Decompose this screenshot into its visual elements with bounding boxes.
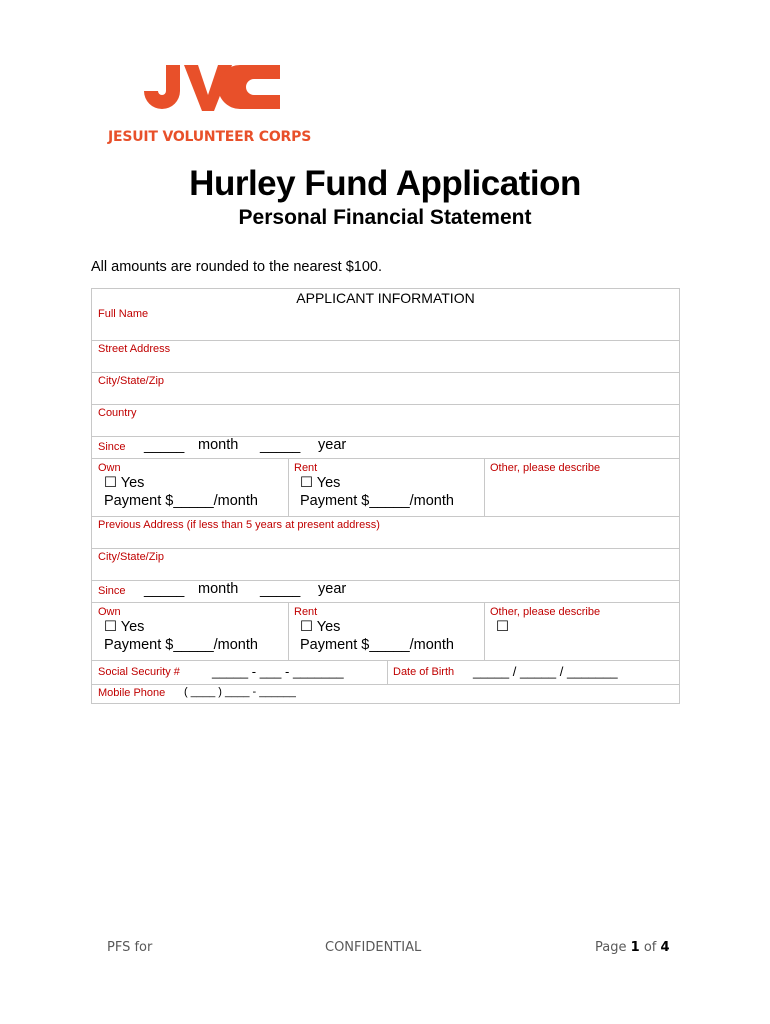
country-row[interactable]	[92, 405, 679, 437]
rent-payment[interactable]: Payment $_____/month	[300, 493, 454, 509]
since-month-label: month	[198, 437, 239, 453]
since-year-label: year	[318, 437, 347, 453]
checkbox-icon[interactable]: ☐	[104, 619, 117, 635]
housing-row	[92, 459, 679, 517]
ssn-input[interactable]: _____ - ___ - _______	[212, 664, 344, 679]
own-payment[interactable]: Payment $_____/month	[104, 493, 258, 509]
since-month-blank[interactable]: _____	[144, 438, 185, 454]
full-name-row[interactable]	[92, 289, 679, 341]
previous-own-payment[interactable]: Payment $_____/month	[104, 637, 258, 653]
previous-rent-label: Rent	[294, 606, 318, 618]
since-year-blank[interactable]: _____	[260, 438, 301, 454]
own-yes-label: Yes	[120, 475, 145, 491]
previous-since-row	[92, 581, 679, 603]
street-address-row[interactable]	[92, 341, 679, 373]
page-current: 1	[630, 940, 640, 955]
checkbox-icon[interactable]: ☐	[300, 475, 313, 491]
previous-address-row[interactable]	[92, 517, 679, 549]
street-address-label: Street Address	[98, 343, 171, 355]
dob-label: Date of Birth	[393, 666, 455, 678]
own-yes-checkbox[interactable]	[104, 475, 144, 491]
mobile-phone-row	[92, 685, 679, 703]
previous-own-yes-checkbox[interactable]	[104, 619, 144, 635]
since-label: Since	[98, 441, 126, 453]
previous-rent-yes-label: Yes	[316, 619, 341, 635]
logo-wordmark: JESUIT VOLUNTEER CORPS	[108, 129, 312, 145]
rent-label: Rent	[294, 462, 318, 474]
previous-city-label: City/State/Zip	[98, 551, 165, 563]
previous-own-label: Own	[98, 606, 121, 618]
previous-rent-yes-checkbox[interactable]	[300, 619, 340, 635]
mobile-phone-input[interactable]: ( ____ ) ____ - ______	[184, 686, 296, 698]
city-state-zip-label: City/State/Zip	[98, 375, 165, 387]
previous-other-checkbox[interactable]: ☐	[496, 619, 509, 635]
page-title: Hurley Fund Application	[189, 164, 581, 203]
previous-rent-payment[interactable]: Payment $_____/month	[300, 637, 454, 653]
ssn-dob-row	[92, 661, 679, 685]
previous-since-month-label: month	[198, 581, 239, 597]
country-label: Country	[98, 407, 137, 419]
full-name-label: Full Name	[98, 308, 149, 320]
applicant-information-form	[91, 288, 680, 704]
previous-since-year-label: year	[318, 581, 347, 597]
rounding-note: All amounts are rounded to the nearest $100.	[91, 259, 382, 275]
page-subtitle: Personal Financial Statement	[238, 206, 532, 229]
dob-input[interactable]: _____ / _____ / _______	[473, 664, 618, 679]
footer-left: PFS for	[107, 940, 153, 955]
rent-yes-label: Yes	[316, 475, 341, 491]
page-word: Page	[595, 940, 627, 955]
rent-yes-checkbox[interactable]	[300, 475, 340, 491]
jvc-logo	[108, 63, 318, 149]
previous-other-describe-label: Other, please describe	[490, 606, 601, 618]
previous-address-label: Previous Address (if less than 5 years at present address)	[98, 519, 380, 531]
footer-page-number	[595, 940, 670, 955]
since-row	[92, 437, 679, 459]
previous-own-yes-label: Yes	[120, 619, 145, 635]
checkbox-icon[interactable]: ☐	[300, 619, 313, 635]
section-title: APPLICANT INFORMATION	[296, 290, 475, 306]
previous-city-row[interactable]	[92, 549, 679, 581]
page-total: 4	[660, 940, 670, 955]
mobile-phone-label: Mobile Phone	[98, 687, 166, 699]
jvc-logo-mark-icon	[144, 63, 282, 115]
previous-since-year-blank[interactable]: _____	[260, 582, 301, 598]
own-label: Own	[98, 462, 121, 474]
previous-housing-row	[92, 603, 679, 661]
ssn-label: Social Security #	[98, 666, 180, 678]
of-word: of	[643, 940, 657, 955]
previous-since-month-blank[interactable]: _____	[144, 582, 185, 598]
checkbox-icon[interactable]: ☐	[104, 475, 117, 491]
other-describe-label: Other, please describe	[490, 462, 601, 474]
city-state-zip-row[interactable]	[92, 373, 679, 405]
footer-confidential: CONFIDENTIAL	[325, 940, 422, 955]
previous-since-label: Since	[98, 585, 126, 597]
